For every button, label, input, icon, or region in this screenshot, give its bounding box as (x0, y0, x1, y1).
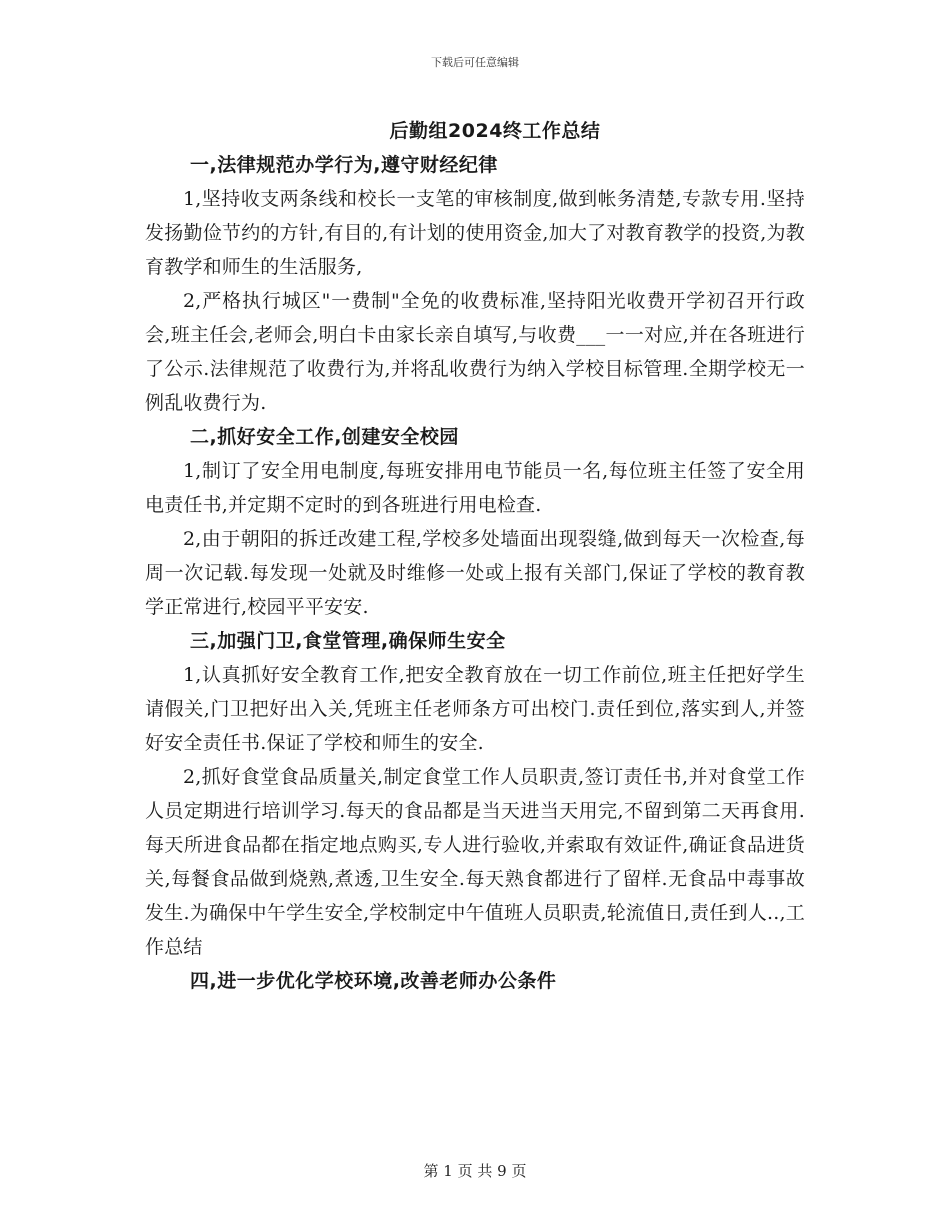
section-1 (145, 148, 805, 420)
header-note: 下载后可任意编辑 (431, 56, 519, 69)
page-footer: 第 1 页 共 9 页 (423, 1162, 527, 1180)
section-3 (145, 624, 805, 964)
section-heading: 二,抓好安全工作,创建安全校园 (190, 426, 459, 448)
document-title: 后勤组2024终工作总结 (389, 120, 601, 142)
paragraph: 1,坚持收支两条线和校长一支笔的审核制度,做到帐务清楚,专款专用.坚持发扬勤俭节约的方针,有目的,有计划的使用资金,加大了对教育教学的投资,为教育教学和师生的生活服务, (145, 188, 805, 278)
document-body (145, 148, 805, 998)
paragraph: 2,抓好食堂食品质量关,制定食堂工作人员职责,签订责任书,并对食堂工作人员定期进行培训学习.每天的食品都是当天进当天用完,不留到第二天再食用.每天所进食品都在指定地点购买,专人进行验收,并索取有效证件,确证食品进货关,每餐食品做到烧熟,煮透,卫生安全.每天熟食都进行了留样.无食品中毒事故发生.为确保中午学生安全,学校制定中午值班人员职责,轮流值日,责任到人..,工作总结 (145, 766, 805, 958)
paragraph: 2,严格执行城区"一费制"全免的收费标准,坚持阳光收费开学初召开行政会,班主任会,老师会,明白卡由家长亲自填写,与收费___一一对应,并在各班进行了公示.法律规范了收费行为,并将乱收费行为纳入学校目标管理.全期学校无一例乱收费行为. (145, 290, 805, 414)
section-heading: 四,进一步优化学校环境,改善老师办公条件 (190, 970, 557, 992)
section-2 (145, 420, 805, 624)
paragraph: 1,认真抓好安全教育工作,把安全教育放在一切工作前位,班主任把好学生请假关,门卫把好出入关,凭班主任老师条方可出校门.责任到位,落实到人,并签好安全责任书.保证了学校和师生的安全. (145, 664, 805, 754)
section-heading: 三,加强门卫,食堂管理,确保师生安全 (190, 630, 506, 652)
paragraph: 2,由于朝阳的拆迁改建工程,学校多处墙面出现裂缝,做到每天一次检查,每周一次记载.每发现一处就及时维修一处或上报有关部门,保证了学校的教育教学正常进行,校园平平安安. (145, 528, 805, 618)
section-4 (145, 964, 805, 998)
section-heading: 一,法律规范办学行为,遵守财经纪律 (190, 154, 498, 176)
paragraph: 1,制订了安全用电制度,每班安排用电节能员一名,每位班主任签了安全用电责任书,并定期不定时的到各班进行用电检查. (145, 460, 805, 516)
